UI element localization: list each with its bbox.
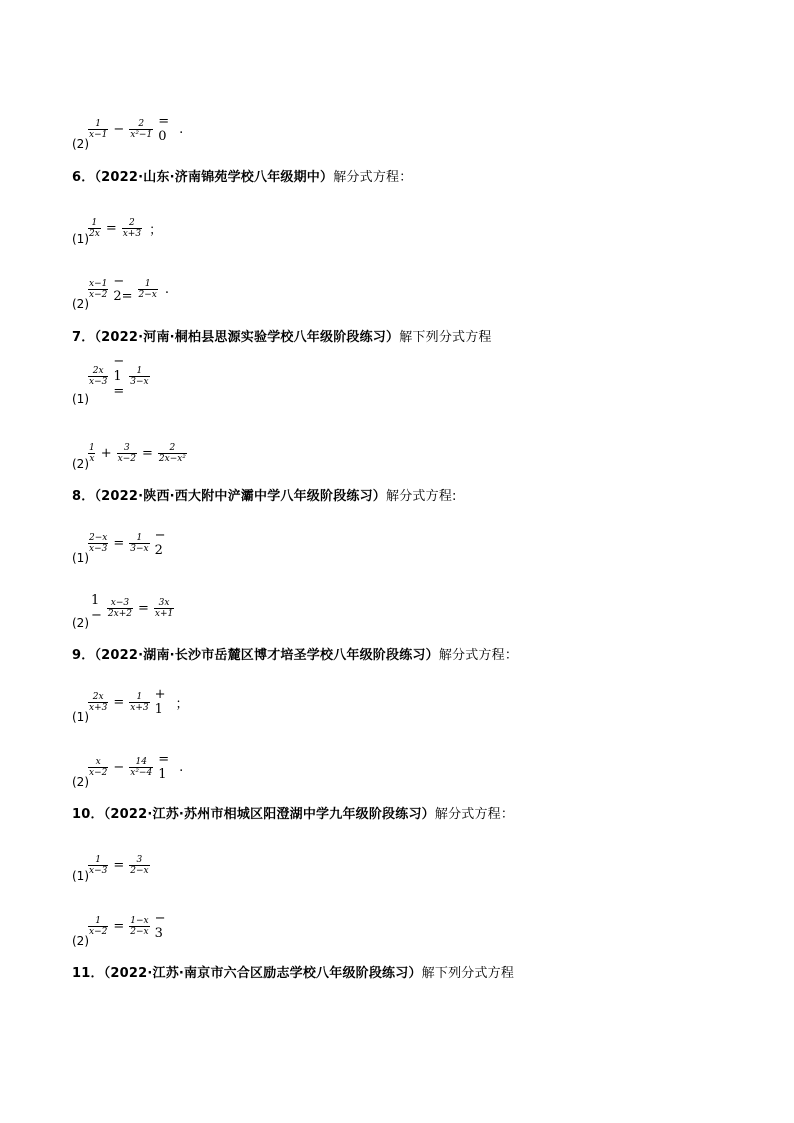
equation-expression <box>87 855 151 876</box>
fraction <box>88 366 108 387</box>
question-number: 9． <box>72 648 95 663</box>
fraction-denominator: x+3 <box>122 229 142 239</box>
fraction-denominator: 2−x <box>130 926 149 937</box>
punctuation: ； <box>149 223 163 238</box>
question-source: （2022·江苏·南京市六合区励志学校八年级阶段练习） <box>103 966 422 981</box>
sub-question-label: (2) <box>72 457 89 471</box>
question-heading <box>72 803 514 822</box>
operator: = 1 <box>158 752 170 782</box>
equation-expression <box>87 354 151 399</box>
fraction <box>88 916 108 937</box>
question-number: 10． <box>72 807 104 822</box>
question-instruction: 解分式方程： <box>434 807 515 822</box>
equation-expression <box>87 752 183 782</box>
operator: + <box>100 446 112 461</box>
fraction-numerator: 1 <box>136 532 143 543</box>
question-heading <box>72 485 457 504</box>
operator: = <box>113 694 125 710</box>
fraction-numerator: 1 <box>95 915 102 926</box>
fraction <box>129 533 149 554</box>
fraction-numerator: 1 <box>136 691 143 702</box>
equation-expression <box>87 687 189 717</box>
fraction-numerator: x−3 <box>110 597 130 608</box>
fraction-numerator: 14 <box>135 756 147 767</box>
fraction <box>158 443 187 464</box>
fraction <box>129 692 149 713</box>
operator: = <box>137 600 149 616</box>
fraction-denominator: x+1 <box>154 608 174 619</box>
fraction <box>88 757 108 778</box>
fraction-denominator: x−2 <box>117 454 136 464</box>
fraction <box>122 218 142 239</box>
fraction-denominator: x <box>89 454 95 464</box>
fraction <box>129 366 149 387</box>
fraction <box>129 757 153 778</box>
sub-question-label: (2) <box>72 137 89 151</box>
fraction-denominator: x+3 <box>89 702 108 713</box>
equation-expression <box>87 528 170 558</box>
sub-question-label: (1) <box>72 710 89 724</box>
fraction-denominator: x−2 <box>89 926 108 937</box>
fraction-numerator: x−1 <box>89 278 108 289</box>
sub-question-label: (2) <box>72 616 89 630</box>
question-instruction: 解分式方程： <box>438 648 519 663</box>
equation-expression <box>87 593 175 623</box>
question-instruction: 解分式方程： <box>333 170 413 185</box>
fraction-denominator: 3−x <box>130 377 149 387</box>
fraction <box>107 598 133 619</box>
sub-question-label: (2) <box>72 934 89 948</box>
fraction <box>129 855 149 876</box>
fraction <box>88 119 108 140</box>
fraction <box>88 855 108 876</box>
fraction <box>88 533 108 554</box>
punctuation: . <box>179 121 184 137</box>
operator: = <box>113 858 125 873</box>
operator: − 1 = <box>113 354 125 399</box>
question-instruction: 解下列分式方程 <box>421 966 515 981</box>
fraction-numerator: 3 <box>136 855 143 865</box>
operator: − 3 <box>154 911 166 941</box>
operator: = 0 <box>158 114 170 144</box>
fraction-numerator: 1−x <box>130 915 149 926</box>
question-number: 6． <box>72 170 95 185</box>
fraction-numerator: 1 <box>95 118 102 129</box>
operator: − <box>113 759 125 775</box>
fraction-denominator: x²−4 <box>130 767 153 778</box>
sub-question-label: (1) <box>72 869 89 883</box>
operator: − <box>113 121 125 137</box>
fraction <box>88 443 96 464</box>
equation-expression <box>87 443 188 464</box>
punctuation: ； <box>175 696 189 712</box>
fraction <box>88 279 108 300</box>
fraction-numerator: 1 <box>95 855 102 865</box>
sub-question-label: (1) <box>72 392 89 406</box>
fraction <box>88 692 108 713</box>
operator: − 2 <box>154 528 166 558</box>
fraction <box>129 119 153 140</box>
operator: = <box>105 221 117 236</box>
question-source: （2022·河南·桐柏县思源实验学校八年级阶段练习） <box>94 330 400 345</box>
fraction-numerator: 2x <box>92 691 104 702</box>
equation-expression <box>87 274 169 304</box>
fraction-numerator: x <box>95 756 101 767</box>
fraction-numerator: 1 <box>136 366 143 376</box>
fraction-denominator: x²−1 <box>130 129 153 140</box>
fraction-numerator: 3 <box>123 443 130 453</box>
fraction-denominator: 2x−x² <box>158 454 186 464</box>
question-heading <box>72 166 412 185</box>
question-source: （2022·山东·济南锦苑学校八年级期中） <box>94 170 334 185</box>
fraction-numerator: 2x <box>92 366 104 376</box>
operator: = <box>141 446 153 461</box>
fraction <box>88 218 101 239</box>
fraction-numerator: 3x <box>158 597 170 608</box>
operator: = <box>113 918 125 934</box>
fraction-denominator: x+3 <box>130 702 149 713</box>
fraction-numerator: 1 <box>91 218 98 228</box>
fraction-denominator: 2x+2 <box>107 608 132 619</box>
fraction-denominator: x−3 <box>89 866 108 876</box>
fraction-denominator: x−3 <box>89 543 108 554</box>
sub-question-label: (1) <box>72 232 89 246</box>
equation-expression <box>87 114 183 144</box>
question-heading <box>72 644 518 663</box>
fraction-numerator: 1 <box>144 278 151 289</box>
question-source: （2022·江苏·苏州市相城区阳澄湖中学九年级阶段练习） <box>103 807 435 822</box>
fraction-numerator: 2 <box>169 443 176 453</box>
operator: 1 − <box>91 593 102 623</box>
fraction-numerator: 2 <box>129 218 135 228</box>
question-heading <box>72 962 514 981</box>
sub-question-label: (2) <box>72 297 89 311</box>
fraction-denominator: 2−x <box>138 289 157 300</box>
question-number: 8． <box>72 489 95 504</box>
fraction <box>138 279 158 300</box>
question-heading <box>72 326 492 345</box>
fraction <box>154 598 174 619</box>
fraction-numerator: 2−x <box>89 532 108 543</box>
question-source: （2022·湖南·长沙市岳麓区博才培圣学校八年级阶段练习） <box>94 648 439 663</box>
question-instruction: 解分式方程: <box>386 489 457 504</box>
fraction-denominator: x−2 <box>89 289 108 300</box>
question-instruction: 解下列分式方程 <box>399 330 492 345</box>
fraction-denominator: x−3 <box>89 377 108 387</box>
question-number: 7． <box>72 330 95 345</box>
equation-expression <box>87 218 162 239</box>
fraction <box>117 443 137 464</box>
fraction-numerator: 1 <box>89 443 95 453</box>
operator: + 1 <box>154 687 166 717</box>
sub-question-label: (1) <box>72 551 89 565</box>
fraction-denominator: x−1 <box>89 129 108 140</box>
fraction-denominator: x−2 <box>89 767 108 778</box>
fraction <box>129 916 149 937</box>
sub-question-label: (2) <box>72 775 89 789</box>
fraction-denominator: 2x <box>89 229 100 239</box>
equation-expression <box>87 911 170 941</box>
punctuation: . <box>179 759 184 775</box>
fraction-denominator: 2−x <box>130 866 149 876</box>
fraction-denominator: 3−x <box>130 543 149 554</box>
punctuation: . <box>164 281 169 297</box>
operator: = <box>113 535 125 551</box>
fraction-numerator: 2 <box>138 118 145 129</box>
operator: − 2= <box>113 274 133 304</box>
question-number: 11． <box>72 966 104 981</box>
question-source: （2022·陕西·西大附中浐灞中学八年级阶段练习） <box>94 489 387 504</box>
